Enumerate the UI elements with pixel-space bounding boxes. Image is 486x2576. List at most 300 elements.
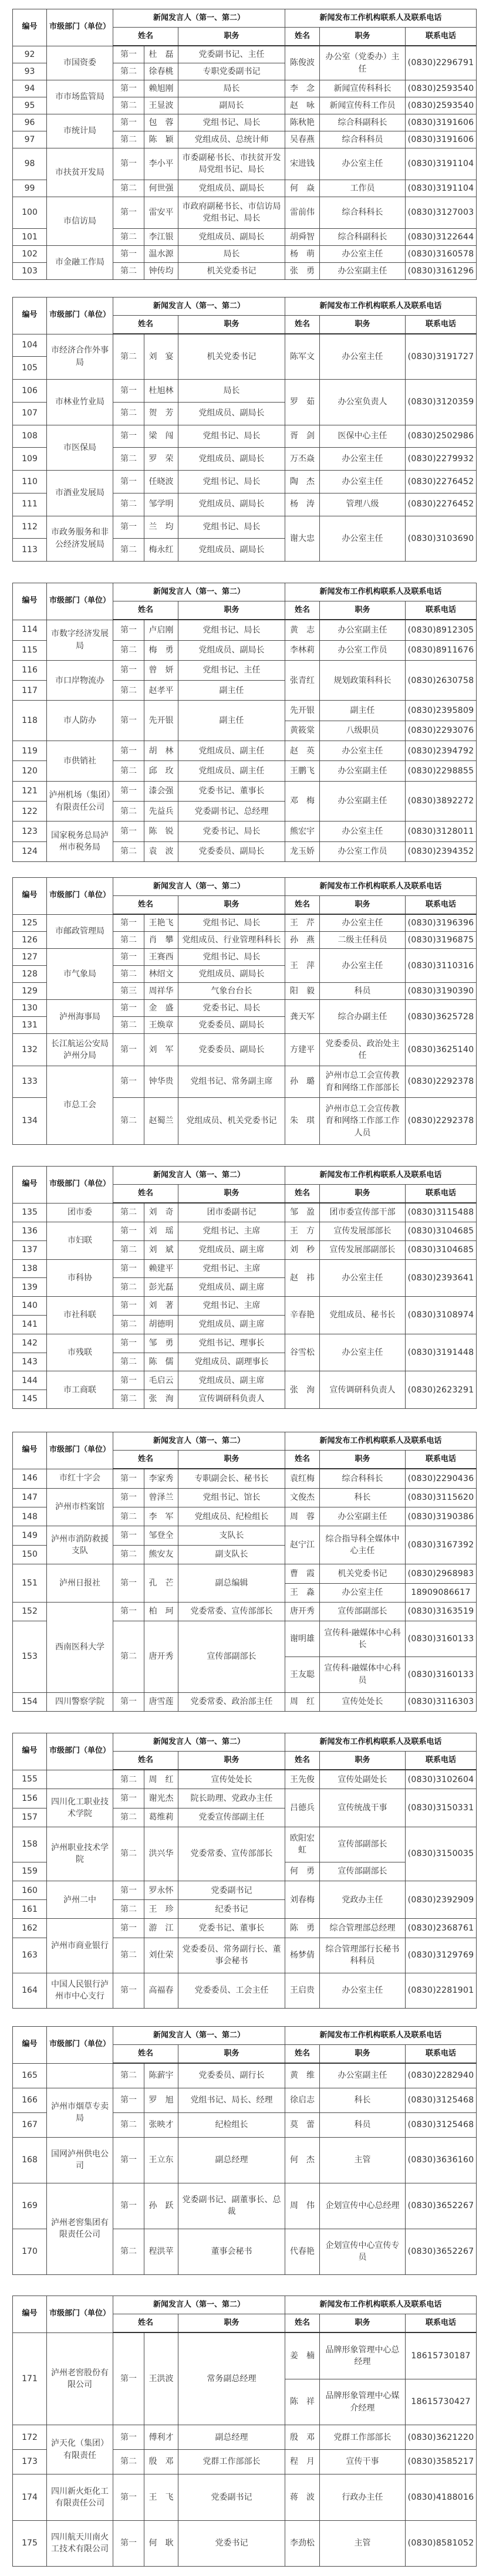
contact-name: 莫 蕾: [285, 2112, 320, 2137]
header-phone: 联系电话: [406, 601, 477, 620]
speaker-rank: 第一: [113, 741, 144, 761]
contact-title: 工作员: [320, 180, 406, 197]
speaker-rank: 第一: [113, 1488, 144, 1507]
contact-title: 综合科副科长: [320, 114, 406, 131]
contact-title: 办公室副主任: [320, 1507, 406, 1526]
table-header: [13, 2296, 477, 2333]
speaker-title: 党组成员、副局长: [178, 448, 285, 471]
contact-title: 新闻宣传科工作员: [320, 97, 406, 114]
contact-name: 王 淼: [285, 1583, 320, 1602]
speaker-title: 市政府副秘书长、市信访局党组书记、局长: [178, 197, 285, 228]
department-name: 泸州机场（集团）有限责任公司: [47, 781, 113, 822]
contact-title: 八级职员: [320, 721, 406, 741]
header-contact-title: 职务: [320, 2314, 406, 2333]
speaker-name: 游 江: [144, 1919, 178, 1938]
table-row: [13, 1692, 477, 1711]
row-number: 158: [13, 1827, 47, 1862]
contact-title: 宣传发展部部长: [320, 1222, 406, 1240]
speaker-rank: 第一: [113, 2183, 144, 2229]
header-speaker-group: 新闻发言人（第一、第二）: [113, 298, 285, 316]
contact-phone: (0830)3160133: [406, 1621, 477, 1657]
speaker-rank: 第一: [113, 80, 144, 97]
contact-phone: (0830)3110316: [406, 949, 477, 983]
speaker-title: 局长: [178, 245, 285, 262]
table-body: [13, 1469, 477, 1712]
speaker-rank: 第二: [113, 1353, 144, 1371]
speaker-rank: 第一: [113, 822, 144, 841]
speaker-name: 林绍文: [144, 966, 178, 983]
header-num: 编号: [13, 1733, 47, 1770]
table-row: [13, 2425, 477, 2450]
row-number: 106: [13, 380, 47, 403]
speaker-rank: 第一: [113, 148, 144, 180]
speaker-name: 杜 磊: [144, 46, 178, 63]
speaker-rank: 第一: [113, 1602, 144, 1621]
row-number: 154: [13, 1692, 47, 1711]
speaker-title: 党组书记、馆长: [178, 1488, 285, 1507]
contact-title: 党委委员、政治处主任: [320, 1034, 406, 1066]
row-number: 156: [13, 1789, 47, 1808]
contact-title: 品牌形象管理中心媒介经理: [320, 2379, 406, 2425]
header-row: [13, 1432, 477, 1451]
speaker-title: 党组书记、主任: [178, 660, 285, 680]
speaker-name: 孙 跃: [144, 2183, 178, 2229]
contact-name: 袁红梅: [285, 1469, 320, 1488]
contact-phone: 18909086617: [406, 1583, 477, 1602]
header-phone: 联系电话: [406, 1752, 477, 1770]
contact-name: 黄筱棠: [285, 721, 320, 741]
contact-phone: (0830)2593540: [406, 80, 477, 97]
speaker-title: 宣传部副部长: [178, 1621, 285, 1692]
speaker-name: 何 耿: [144, 2520, 178, 2566]
contact-name: 吕德兵: [285, 1789, 320, 1827]
contact-name: 王先俊: [285, 1770, 320, 1789]
speaker-name: 王洪波: [144, 2332, 178, 2425]
speaker-rank: 第二: [113, 1017, 144, 1034]
header-num: 编号: [13, 583, 47, 620]
speaker-title: 党委书记、董事长: [178, 1919, 285, 1938]
row-number: 93: [13, 63, 47, 80]
contact-name: 陈军文: [285, 334, 320, 380]
contact-name: 周 红: [285, 1692, 320, 1711]
header-name: 姓名: [113, 316, 178, 334]
row-number: 143: [13, 1353, 47, 1371]
contact-phone: (0830)4188016: [406, 2474, 477, 2520]
header-dept: 市级部门（单位）: [47, 583, 113, 620]
speaker-rank: 第二: [113, 334, 144, 380]
contact-name: 赵 英: [285, 741, 320, 761]
header-speaker-group: 新闻发言人（第一、第二）: [113, 2296, 285, 2314]
header-contact-name: 姓名: [285, 601, 320, 620]
row-number: 152: [13, 1602, 47, 1621]
speaker-rank: 第一: [113, 380, 144, 403]
speaker-title: 党委委员、副局长: [178, 1017, 285, 1034]
speaker-rank: 第二: [113, 1098, 144, 1145]
speaker-rank: 第一: [113, 1000, 144, 1017]
table-row: [13, 620, 477, 640]
department-name: [47, 1770, 113, 1789]
table-body: [13, 1770, 477, 2009]
department-name: 市经济合作外事局: [47, 334, 113, 380]
row-number: 105: [13, 357, 47, 380]
department-name: 市社科联: [47, 1297, 113, 1334]
table-row: [13, 660, 477, 680]
table-row: [13, 2063, 477, 2088]
department-name: 四川警察学院: [47, 1692, 113, 1711]
speaker-name: 先益兵: [144, 802, 178, 822]
table-row: [13, 148, 477, 180]
contact-phone: (0830)3103690: [406, 516, 477, 562]
speaker-name: 彭光磊: [144, 1278, 178, 1297]
speaker-rank: 第二: [113, 1315, 144, 1334]
contact-phone: (0830)3102604: [406, 1770, 477, 1789]
directory-table: [12, 583, 477, 862]
header-contact-title: 职务: [320, 316, 406, 334]
speaker-title: 党委副书记、副董事长、总裁: [178, 2183, 285, 2229]
contact-phone: (0830)3127003: [406, 197, 477, 228]
speaker-title: 党组成员、副主席: [178, 1371, 285, 1390]
speaker-rank: 第二: [113, 1203, 144, 1222]
row-number: 120: [13, 761, 47, 781]
contact-name: 文俊杰: [285, 1488, 320, 1507]
speaker-title: 党委委员、副行长: [178, 2063, 285, 2088]
row-number: 140: [13, 1297, 47, 1316]
row-number: 163: [13, 1938, 47, 1973]
speaker-name: 唐雪莲: [144, 1692, 178, 1711]
speaker-name: 温水源: [144, 245, 178, 262]
contact-name: 吴春燕: [285, 131, 320, 148]
row-number: 155: [13, 1770, 47, 1789]
contact-title: 办公室主任: [320, 1334, 406, 1371]
contact-phone: (0830)3125468: [406, 2088, 477, 2113]
row-number: 134: [13, 1098, 47, 1145]
speaker-name: 刘仕荣: [144, 1938, 178, 1973]
speaker-rank: 第一: [113, 1469, 144, 1488]
header-title: 职务: [178, 316, 285, 334]
table-row: [13, 1203, 477, 1222]
header-name: 姓名: [113, 28, 178, 46]
contact-name: 赵宁江: [285, 1526, 320, 1564]
header-phone: 联系电话: [406, 2045, 477, 2064]
table-row: [13, 2332, 477, 2379]
speaker-title: 党组成员、机关党委书记: [178, 1098, 285, 1145]
speaker-title: 党委委员、常务副行长、董事会秘书: [178, 1938, 285, 1973]
contact-name: 谷雪松: [285, 1334, 320, 1371]
speaker-rank: 第一: [113, 1066, 144, 1097]
table-row: [13, 245, 477, 262]
header-dept: 市级部门（单位）: [47, 2027, 113, 2064]
contact-phone: (0830)2292378: [406, 1066, 477, 1097]
row-number: 137: [13, 1240, 47, 1259]
speaker-rank: 第一: [113, 197, 144, 228]
speaker-name: 包 蓉: [144, 114, 178, 131]
speaker-title: 副总经理: [178, 2425, 285, 2450]
speaker-title: 党委副书记、主任: [178, 46, 285, 63]
department-name: 市医保局: [47, 425, 113, 471]
table-row: [13, 1564, 477, 1583]
contact-title: 科长: [320, 1488, 406, 1507]
row-number: 173: [13, 2450, 47, 2474]
contact-name: 黄 维: [285, 2063, 320, 2088]
contact-phone: (0830)2282940: [406, 2063, 477, 2088]
contact-phone: (0830)3191104: [406, 180, 477, 197]
speaker-rank: 第一: [113, 2137, 144, 2183]
speaker-rank: 第三: [113, 983, 144, 1000]
department-name: 泸州市烟草专卖局: [47, 2088, 113, 2137]
speaker-title: 团市委副书记: [178, 1203, 285, 1222]
speaker-rank: 第二: [113, 539, 144, 562]
contact-phone: (0830)3892272: [406, 781, 477, 822]
table-row: [13, 334, 477, 357]
speaker-title: 党组成员、副局长: [178, 539, 285, 562]
table-row: [13, 2520, 477, 2566]
header-contact-group: 新闻发布工作机构联系人及联系电话: [285, 1432, 477, 1451]
department-name: 泸州日报社: [47, 1564, 113, 1603]
contact-title: 办公室主任: [320, 1259, 406, 1297]
table-row: [13, 741, 477, 761]
contact-phone: (0830)2623291: [406, 1371, 477, 1409]
contact-title: 办公室负责人: [320, 380, 406, 425]
row-number: 124: [13, 841, 47, 861]
contact-name: 杨 萌: [285, 245, 320, 262]
table-body: [13, 620, 477, 862]
contact-name: 王友聪: [285, 1657, 320, 1692]
speaker-title: 党委书记、局长: [178, 822, 285, 841]
table-header: [13, 1167, 477, 1204]
contact-phone: (0830)3196396: [406, 914, 477, 932]
speaker-title: 党委委员、工会主任: [178, 1973, 285, 2008]
contact-title: 宣传部副部长: [320, 1602, 406, 1621]
contact-title: 办公室主任: [320, 334, 406, 380]
table-row: [13, 80, 477, 97]
directory-table: [12, 2026, 477, 2275]
row-number: 126: [13, 932, 47, 949]
contact-title: 综合办副主任: [320, 1000, 406, 1034]
contact-phone: (0830)2276452: [406, 471, 477, 493]
contact-name: 龚天军: [285, 1000, 320, 1034]
header-contact-name: 姓名: [285, 2045, 320, 2064]
department-name: 市科协: [47, 1259, 113, 1297]
header-row: [13, 2027, 477, 2045]
speaker-name: 曾泽兰: [144, 1488, 178, 1507]
speaker-rank: 第一: [113, 2474, 144, 2520]
speaker-rank: 第一: [113, 620, 144, 640]
header-contact-name: 姓名: [285, 2314, 320, 2333]
contact-phone: (0830)3116303: [406, 1692, 477, 1711]
speaker-title: 党委委员、副局长: [178, 1034, 285, 1066]
table-row: [13, 1789, 477, 1808]
table-row: [13, 1881, 477, 1900]
table-header: [13, 9, 477, 46]
speaker-title: 党委副书记: [178, 1881, 285, 1900]
contact-title: 泸州市总工会宣传教育和网络工作部部长: [320, 1066, 406, 1097]
header-title: 职务: [178, 601, 285, 620]
header-title: 职务: [178, 1185, 285, 1204]
contact-phone: (0830)3652267: [406, 2229, 477, 2274]
contact-name: 陶 杰: [285, 471, 320, 493]
speaker-title: 党组成员、副理事长: [178, 1353, 285, 1371]
table-header: [13, 878, 477, 915]
department-name: 泸州二中: [47, 1881, 113, 1919]
table-row: [13, 1488, 477, 1507]
table-row: [13, 1000, 477, 1017]
contact-phone: (0830)8912305: [406, 620, 477, 640]
speaker-name: 罗 荣: [144, 448, 178, 471]
header-contact-title: 职务: [320, 1185, 406, 1204]
speaker-rank: 第二: [113, 2450, 144, 2474]
speaker-name: 赖旭刚: [144, 80, 178, 97]
header-contact-group: 新闻发布工作机构联系人及联系电话: [285, 2296, 477, 2314]
speaker-title: 党委常委、政治部主任: [178, 1692, 285, 1711]
header-row: [13, 878, 477, 896]
department-name: 市红十字会: [47, 1469, 113, 1488]
table-row: [13, 1770, 477, 1789]
speaker-rank: 第二: [113, 180, 144, 197]
speaker-title: 党组成员、副主任: [178, 761, 285, 781]
header-phone: 联系电话: [406, 28, 477, 46]
speaker-name: 傅利才: [144, 2425, 178, 2450]
row-number: 95: [13, 97, 47, 114]
header-contact-name: 姓名: [285, 1752, 320, 1770]
speaker-name: 邹登全: [144, 1526, 178, 1545]
speaker-name: 赵孝平: [144, 681, 178, 701]
header-row: [13, 1733, 477, 1752]
row-number: 118: [13, 701, 47, 741]
row-number: 117: [13, 681, 47, 701]
speaker-title: 副局长: [178, 97, 285, 114]
speaker-name: 张 洵: [144, 1390, 178, 1409]
row-number: 92: [13, 46, 47, 63]
contact-name: 王鹏飞: [285, 761, 320, 781]
header-num: 编号: [13, 298, 47, 334]
contact-title: 医保中心主任: [320, 425, 406, 448]
speaker-rank: 第二: [113, 1240, 144, 1259]
department-name: 泸州市消防救援支队: [47, 1526, 113, 1564]
contact-title: 综合科科长: [320, 197, 406, 228]
table-row: [13, 1034, 477, 1066]
header-contact-name: 姓名: [285, 1185, 320, 1204]
header-speaker-group: 新闻发言人（第一、第二）: [113, 2027, 285, 2045]
speaker-title: 副支队长: [178, 1545, 285, 1564]
row-number: 170: [13, 2229, 47, 2274]
speaker-name: 徐春桃: [144, 63, 178, 80]
speaker-rank: 第二: [113, 1507, 144, 1526]
speaker-name: 刘 瑶: [144, 1222, 178, 1240]
row-number: 145: [13, 1390, 47, 1409]
speaker-name: 孔 芒: [144, 1564, 178, 1603]
speaker-name: 罗永怀: [144, 1881, 178, 1900]
contact-phone: (0830)8911676: [406, 640, 477, 660]
speaker-rank: 第一: [113, 1789, 144, 1808]
contact-title: 综合管理部总经理: [320, 1919, 406, 1938]
row-number: 147: [13, 1488, 47, 1507]
table-header: [13, 1432, 477, 1469]
speaker-rank: 第二: [113, 841, 144, 861]
contact-phone: (0830)2298855: [406, 761, 477, 781]
speaker-rank: 第一: [113, 1222, 144, 1240]
speaker-name: 刘 宴: [144, 334, 178, 380]
header-contact-title: 职务: [320, 1752, 406, 1770]
speaker-title: 党组成员、副局长: [178, 180, 285, 197]
table-header: [13, 583, 477, 620]
speaker-name: 王显波: [144, 97, 178, 114]
contact-name: 何 勇: [285, 1862, 320, 1881]
contact-name: 徐启志: [285, 2088, 320, 2113]
table-row: [13, 197, 477, 228]
speaker-title: 宣传处处长: [178, 1770, 285, 1789]
contact-title: 宣传干事: [320, 2450, 406, 2474]
contact-name: 邹 盈: [285, 1203, 320, 1222]
speaker-name: 先开银: [144, 701, 178, 741]
department-name: 泸州海事局: [47, 1000, 113, 1034]
speaker-name: 漆会强: [144, 781, 178, 801]
speaker-title: 党委副书记、总经理: [178, 802, 285, 822]
speaker-name: 胡德明: [144, 1315, 178, 1334]
speaker-rank: 第一: [113, 1564, 144, 1603]
department-name: 市金融工作局: [47, 245, 113, 279]
speaker-title: 党组书记、主席: [178, 1259, 285, 1278]
row-number: 138: [13, 1259, 47, 1278]
table-row: [13, 114, 477, 131]
contact-phone: (0830)3125468: [406, 2112, 477, 2137]
speaker-name: 钟华贵: [144, 1066, 178, 1097]
directory-table: [12, 1166, 477, 1409]
table-row: [13, 380, 477, 403]
speaker-name: 邱 玫: [144, 761, 178, 781]
speaker-title: 党组书记、局长: [178, 516, 285, 539]
header-contact-group: 新闻发布工作机构联系人及联系电话: [285, 583, 477, 601]
contact-phone: (0830)2281901: [406, 1973, 477, 2008]
speaker-name: 刘 著: [144, 1297, 178, 1316]
speaker-title: 党委副书记: [178, 2474, 285, 2520]
table-row: [13, 1297, 477, 1316]
directory-table: [12, 9, 477, 280]
speaker-name: 殷 邓: [144, 2450, 178, 2474]
contact-phone: (0830)2593540: [406, 97, 477, 114]
speaker-title: 党组书记、局长: [178, 114, 285, 131]
speaker-title: 党组成员、副局长: [178, 402, 285, 425]
contact-name: 何 杰: [285, 2137, 320, 2183]
speaker-name: 陈 儒: [144, 1353, 178, 1371]
table-body: [13, 46, 477, 280]
speaker-rank: 第一: [113, 1334, 144, 1353]
contact-phone: (0830)2968983: [406, 1564, 477, 1583]
speaker-name: 王立东: [144, 2137, 178, 2183]
speaker-rank: 第一: [113, 1034, 144, 1066]
contact-title: 办公室主任: [320, 741, 406, 761]
header-dept: 市级部门（单位）: [47, 298, 113, 334]
header-row: [13, 2296, 477, 2314]
speaker-rank: 第一: [113, 2520, 144, 2566]
speaker-rank: 第二: [113, 802, 144, 822]
row-number: 103: [13, 262, 47, 279]
contact-name: 杨梦倩: [285, 1938, 320, 1973]
speaker-title: 气象台台长: [178, 983, 285, 1000]
speaker-rank: 第一: [113, 245, 144, 262]
department-name: 泸州职业技术学院: [47, 1827, 113, 1881]
contact-name: 代春艳: [285, 2229, 320, 2274]
row-number: 168: [13, 2137, 47, 2183]
row-number: 164: [13, 1973, 47, 2008]
header-row: [13, 9, 477, 28]
speaker-rank: 第一: [113, 2425, 144, 2450]
row-number: 94: [13, 80, 47, 97]
table-row: [13, 2474, 477, 2520]
speaker-title: 专职党委副书记: [178, 63, 285, 80]
row-number: 150: [13, 1545, 47, 1564]
speaker-rank: 第二: [113, 761, 144, 781]
speaker-title: 党组书记、局长: [178, 914, 285, 932]
